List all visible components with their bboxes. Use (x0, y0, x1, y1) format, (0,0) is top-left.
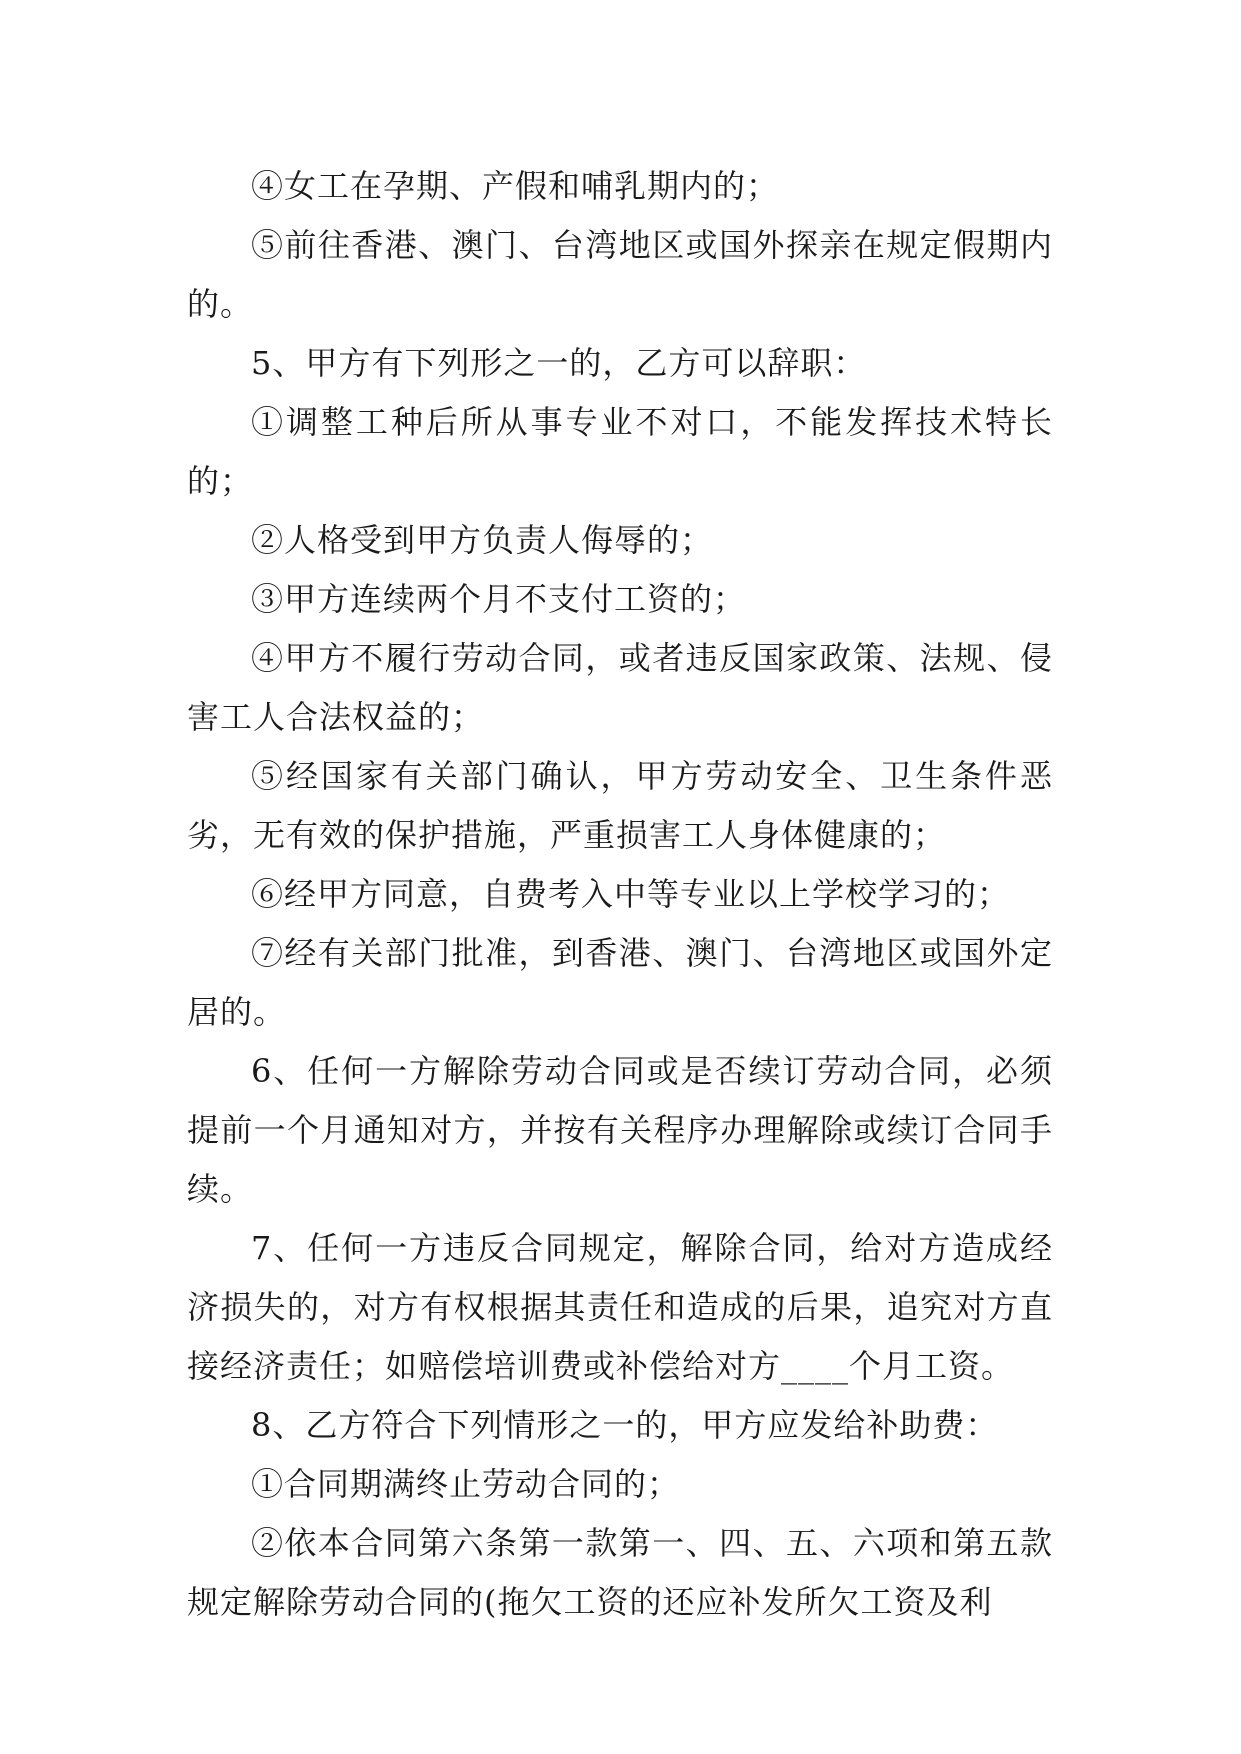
contract-body (187, 157, 1053, 1632)
paragraph-clause-5-item-3: ③甲方连续两个月不支付工资的； (251, 580, 747, 618)
paragraph-clause-8-item-1: ①合同期满终止劳动合同的； (251, 1465, 681, 1503)
paragraph-clause-8-item-2: ②依本合同第六条第一款第一、四、五、六项和第五款规定解除劳动合同的(拖欠工资的还应补发所欠工资及利 (187, 1524, 1053, 1621)
paragraph-item-5-family-visit: ⑤前往香港、澳门、台湾地区或国外探亲在规定假期内的。 (187, 226, 1053, 323)
paragraph-clause-5-resignation: 5、甲方有下列形之一的，乙方可以辞职： (251, 344, 867, 382)
paragraph-clause-5-item-2: ②人格受到甲方负责人侮辱的； (251, 521, 714, 559)
paragraph-clause-5-item-7: ⑦经有关部门批准，到香港、澳门、台湾地区或国外定居的。 (187, 934, 1053, 1031)
paragraph-clause-5-item-5: ⑤经国家有关部门确认，甲方劳动安全、卫生条件恶劣，无有效的保护措施，严重损害工人身体健康的； (187, 757, 1053, 854)
paragraph-clause-5-item-1: ①调整工种后所从事专业不对口，不能发挥技术特长的； (187, 403, 1053, 500)
paragraph-item-4-pregnancy: ④女工在孕期、产假和哺乳期内的； (251, 167, 780, 205)
paragraph-clause-8-subsidy: 8、乙方符合下列情形之一的，甲方应发给补助费： (251, 1406, 999, 1444)
paragraph-clause-5-item-4: ④甲方不履行劳动合同，或者违反国家政策、法规、侵害工人合法权益的； (187, 639, 1053, 736)
paragraph-clause-7-breach: 7、任何一方违反合同规定，解除合同，给对方造成经济损失的，对方有权根据其责任和造成的后果，追究对方直接经济责任；如赔偿培训费或补偿给对方____个月工资。 (187, 1229, 1053, 1385)
paragraph-clause-6-notice: 6、任何一方解除劳动合同或是否续订劳动合同，必须提前一个月通知对方，并按有关程序办理解除或续订合同手续。 (187, 1052, 1053, 1208)
paragraph-clause-5-item-6: ⑥经甲方同意，自费考入中等专业以上学校学习的； (251, 875, 1011, 913)
